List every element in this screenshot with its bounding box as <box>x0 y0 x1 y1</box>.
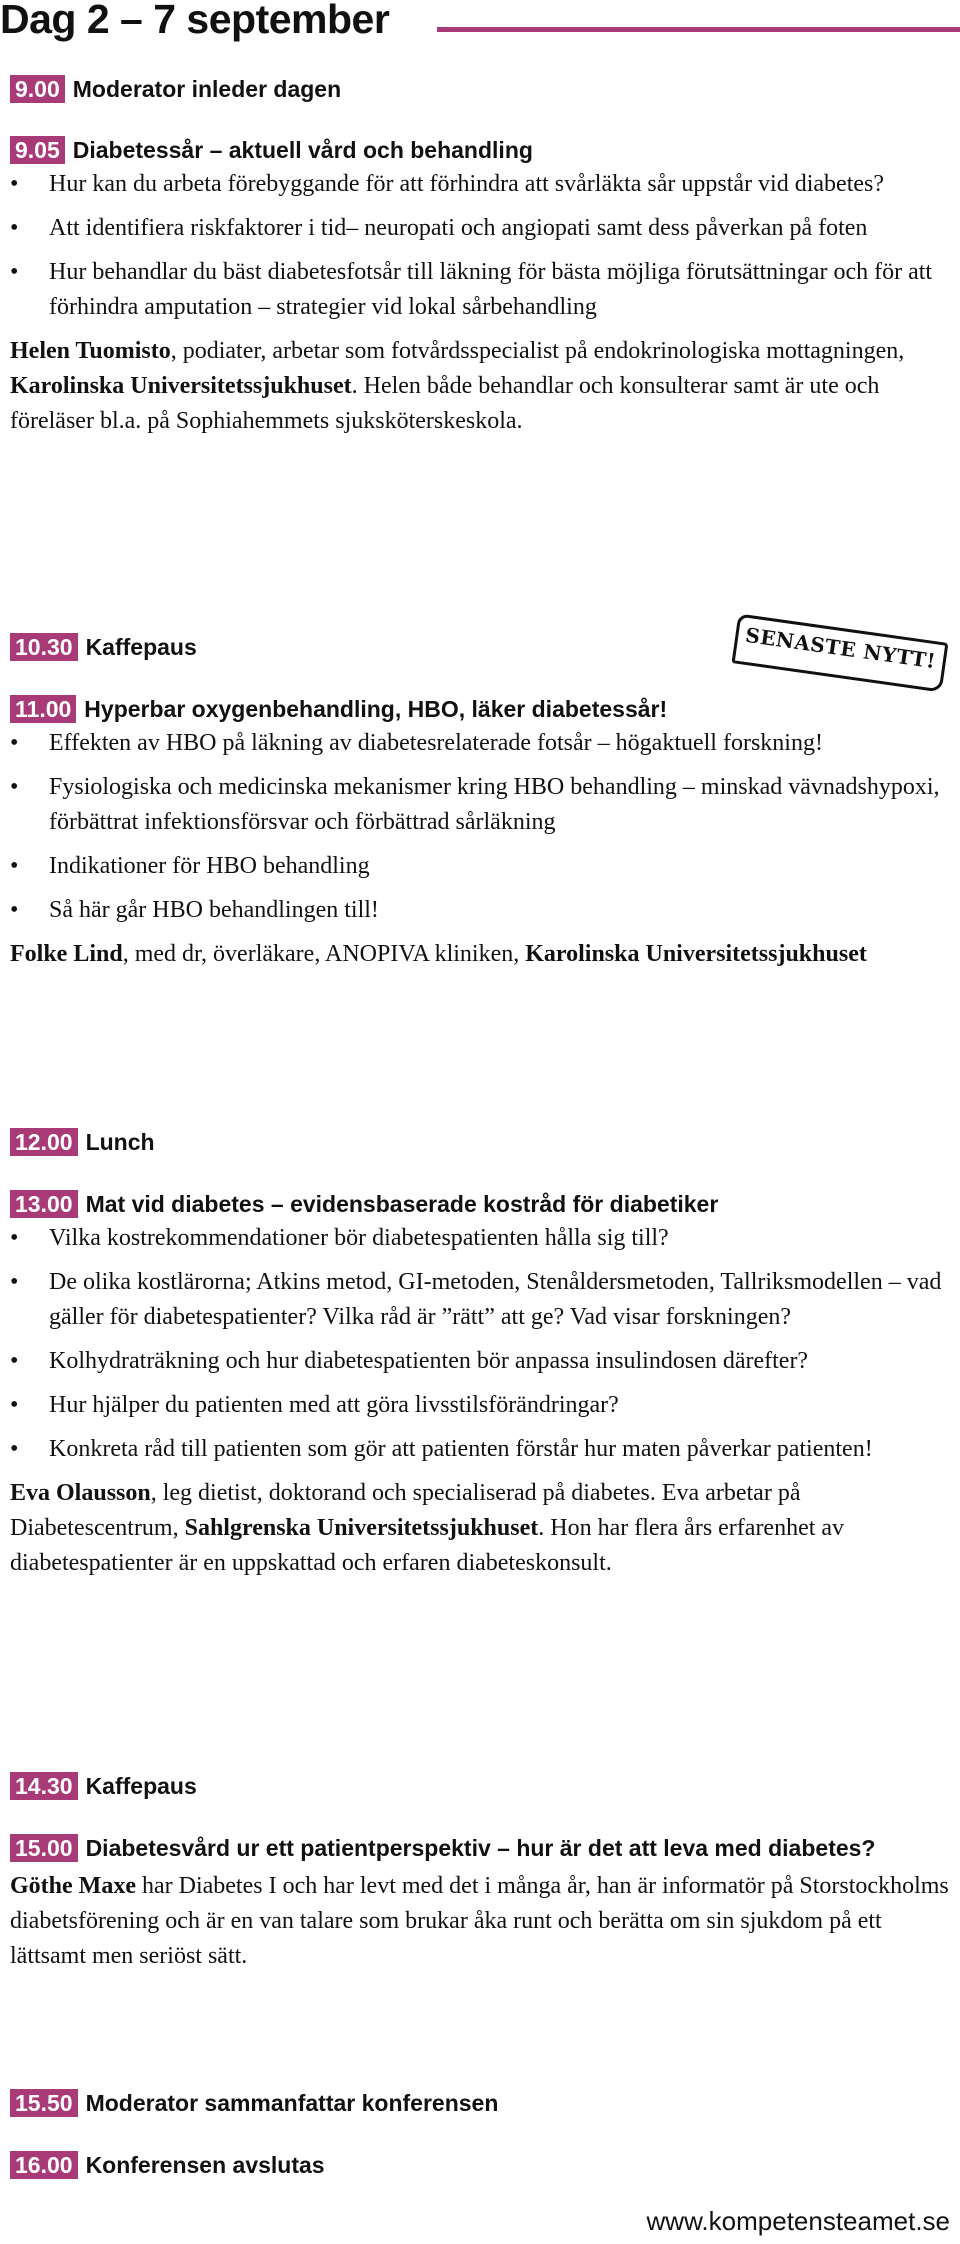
speaker-bio <box>10 1476 955 1581</box>
speaker-name: Eva Olausson <box>10 1480 151 1506</box>
session-heading <box>10 133 955 167</box>
session-1600 <box>10 2148 955 2182</box>
speaker-text: , leg dietist, doktorand och specialiserad på diabetes. Eva arbetar på Diabetescentrum, <box>10 1480 801 1541</box>
session-1100 <box>10 692 955 972</box>
session-heading <box>10 1125 955 1159</box>
speaker-bio <box>10 334 955 439</box>
bullet-item: • Att identifiera riskfaktorer i tid– neuropati och angiopati samt dess påverkan på foten <box>10 211 955 246</box>
session-0900 <box>10 72 955 106</box>
bullet-item: • Kolhydraträkning och hur diabetespatienten bör anpassa insulindosen därefter? <box>10 1344 955 1379</box>
footer-url: www.kompetensteamet.se <box>646 2206 950 2236</box>
speaker-org: Sahlgrenska Universitetssjukhuset <box>184 1515 539 1541</box>
session-bullets <box>10 167 955 325</box>
bullet-item: • Effekten av HBO på läkning av diabetesrelaterade fotsår – högaktuell forskning! <box>10 726 955 761</box>
bullet-item: • Vilka kostrekommendationer bör diabetespatienten hålla sig till? <box>10 1221 955 1256</box>
speaker-text: , podiater, arbetar som fotvårdsspecialist på endokrinologiska mottagningen, <box>170 338 905 364</box>
session-0905 <box>10 133 955 439</box>
title-rule <box>437 27 960 32</box>
session-heading <box>10 2148 955 2182</box>
bullet-item: • Fysiologiska och medicinska mekanismer kring HBO behandling – minskad vävnadshypoxi, förbättrat infektionsförsvar och förbättrad sårläkning <box>10 770 955 840</box>
session-time: 15.00 <box>10 1834 78 1862</box>
session-time: 15.50 <box>10 2089 78 2117</box>
speaker-bio <box>10 937 955 972</box>
speaker-text: har Diabetes I och har levt med det i många år, han är informatör på Storstockholms diabetsförening och är en van talare som brukar åka runt och berätta om sin sjukdom på ett lättsamt men seriöst sätt. <box>10 1873 949 1969</box>
speaker-bio <box>10 1869 955 1974</box>
session-bullets <box>10 1221 955 1467</box>
session-1500 <box>10 1831 955 1974</box>
session-time: 13.00 <box>10 1190 78 1218</box>
bullet-item: • Så här går HBO behandlingen till! <box>10 893 955 928</box>
session-heading <box>10 692 955 726</box>
session-1300 <box>10 1187 955 1581</box>
session-1200 <box>10 1125 955 1159</box>
stamp-text: SENASTE NYTT! <box>743 622 938 674</box>
session-time: 14.30 <box>10 1772 78 1800</box>
session-time: 12.00 <box>10 1128 78 1156</box>
session-1430 <box>10 1769 955 1803</box>
speaker-name: Folke Lind <box>10 941 123 967</box>
session-title: Konferensen avslutas <box>85 2152 325 2178</box>
session-time: 9.00 <box>10 75 65 103</box>
session-title: Moderator inleder dagen <box>72 76 342 102</box>
session-time: 11.00 <box>10 695 76 723</box>
speaker-org: Karolinska Universitetssjukhuset <box>10 373 352 399</box>
session-heading <box>10 72 955 106</box>
session-bullets <box>10 726 955 928</box>
day-header <box>0 0 960 40</box>
day-title: Dag 2 – 7 september <box>0 0 390 42</box>
bullet-item: • Indikationer för HBO behandling <box>10 849 955 884</box>
speaker-name: Helen Tuomisto <box>10 338 171 364</box>
session-time: 10.30 <box>10 633 78 661</box>
session-title: Hyperbar oxygenbehandling, HBO, läker diabetessår! <box>84 696 668 722</box>
speaker-name: Göthe Maxe <box>10 1873 136 1899</box>
session-1550 <box>10 2086 955 2120</box>
session-title: Diabetessår – aktuell vård och behandling <box>72 137 533 163</box>
speaker-text: . Hon har flera års erfarenhet av diabetespatienter är en uppskattad och erfaren diabeteskonsult. <box>10 1515 845 1576</box>
news-stamp <box>732 613 949 692</box>
session-title: Lunch <box>85 1129 155 1155</box>
bullet-item: • Hur behandlar du bäst diabetesfotsår till läkning för bästa möjliga förutsättningar och för att förhindra amputation – strategier vid lokal sårbehandling <box>10 255 955 325</box>
session-title: Mat vid diabetes – evidensbaserade kostråd för diabetiker <box>85 1191 719 1217</box>
session-heading <box>10 2086 955 2120</box>
speaker-text: , med dr, överläkare, ANOPIVA kliniken, <box>122 941 526 967</box>
speaker-text: . Helen både behandlar och konsulterar samt är ute och föreläser bl.a. på Sophiahemmets sjuksköterskeskola. <box>10 373 880 434</box>
speaker-org: Karolinska Universitetssjukhuset <box>525 941 867 967</box>
session-title: Kaffepaus <box>85 1773 197 1799</box>
session-heading <box>10 1769 955 1803</box>
bullet-item: • Hur kan du arbeta förebyggande för att förhindra att svårläkta sår uppstår vid diabetes? <box>10 167 955 202</box>
bullet-item: • Hur hjälper du patienten med att göra livsstilsförändringar? <box>10 1388 955 1423</box>
session-title: Moderator sammanfattar konferensen <box>85 2090 499 2116</box>
session-time: 16.00 <box>10 2151 78 2179</box>
session-heading <box>10 1831 955 1865</box>
bullet-item: • Konkreta råd till patienten som gör att patienten förstår hur maten påverkar patienten! <box>10 1432 955 1467</box>
session-heading <box>10 1187 955 1221</box>
session-title: Diabetesvård ur ett patientperspektiv – hur är det att leva med diabetes? <box>85 1835 876 1861</box>
session-time: 9.05 <box>10 136 65 164</box>
bullet-item: • De olika kostlärorna; Atkins metod, GI-metoden, Stenåldersmetoden, Tallriksmodellen – vad gäller för diabetespatienter? Vilka råd är ”rätt” att ge? Vad visar forskningen? <box>10 1265 955 1335</box>
session-title: Kaffepaus <box>85 634 197 660</box>
